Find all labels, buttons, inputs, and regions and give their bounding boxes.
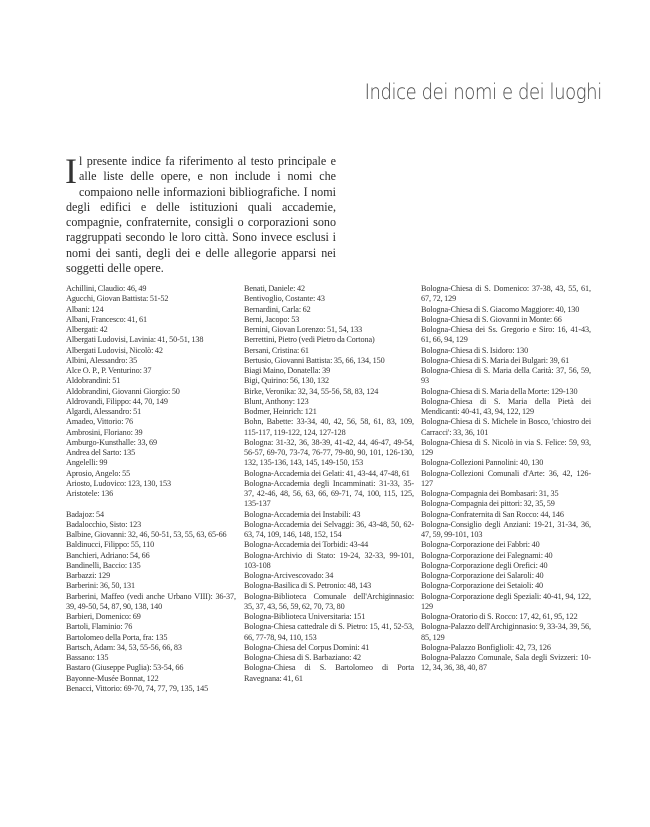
index-entry: Bentivoglio, Costante: 43	[244, 294, 325, 304]
index-entry: Bologna-Palazzo dell'Archiginnasio: 9, 33-34, 39, 56, 85, 129	[421, 622, 591, 642]
index-entry: Aprosio, Angelo: 55	[66, 468, 131, 478]
index-entry: Albani: 124	[66, 304, 104, 314]
index-entry: Bologna: 31-32, 36, 38-39, 41-42, 44, 46-47, 49-54, 56-57, 69-70, 73-74, 76-77, 79-80, 90, 101, 126-130, 132, 135-136, 143, 145, 149-150, 153	[244, 437, 414, 468]
index-entry: Agucchi, Giovan Battista: 51-52	[66, 294, 169, 304]
index-entry: Berni, Jacopo: 53	[244, 314, 300, 324]
index-entry: Albani, Francesco: 41, 61	[66, 314, 147, 324]
index-entry: Albergati Ludovisi, Lavinia: 41, 50-51, 138	[66, 335, 204, 345]
index-entry: Barberini, Maffeo (vedi anche Urbano VIII): 36-37, 39, 49-50, 54, 87, 90, 138, 140	[66, 591, 236, 611]
index-entry: Angelelli: 99	[66, 458, 108, 468]
index-entry: Bartoli, Flaminio: 76	[66, 622, 133, 632]
index-entry: Bologna-Chiesa di S. Nicolò in via S. Felice: 59, 93, 129	[421, 437, 591, 457]
index-entry: Baldinucci, Filippo: 55, 110	[66, 540, 155, 550]
index-entry: Ambrosini, Floriano: 39	[66, 427, 143, 437]
index-entry: Biagi Maino, Donatella: 39	[244, 366, 331, 375]
index-entry: Bologna-Accademia degli Incamminati: 31-33, 35-37, 42-46, 48, 56, 63, 66, 69-71, 74, 100, 115, 125, 135-137	[244, 478, 414, 509]
index-entry: Bologna-Palazzo Bonfiglioli: 42, 73, 126	[421, 642, 551, 652]
index-entry: Ariosto, Ludovico: 123, 130, 153	[66, 478, 171, 488]
index-column-1	[66, 284, 236, 694]
index-entry: Bologna-Compagnia dei Bombasari: 31, 35	[421, 489, 559, 498]
index-entry: Banchieri, Adriano: 54, 66	[66, 550, 150, 560]
index-entry: Albergati Ludovisi, Nicolò: 42	[66, 345, 163, 355]
index-entry: Bologna-Basilica di S. Petronio: 48, 143	[244, 581, 372, 591]
index-entry: Bologna-Biblioteca Universitaria: 151	[244, 612, 366, 621]
index-entry: Aldobrandini: 51	[66, 376, 121, 386]
index-entry: Bologna-Compagnia dei pittori: 32, 35, 59	[421, 499, 555, 509]
index-entry: Bassano: 135	[66, 653, 109, 662]
index-entry: Benacci, Vittorio: 69-70, 74, 77, 79, 135, 145	[66, 683, 209, 693]
index-entry: Bernardini, Carla: 62	[244, 304, 311, 314]
index-entry: Bologna-Chiesa di S. Isidoro: 130	[421, 345, 529, 355]
index-column-3	[421, 284, 591, 674]
index-entry: Bologna-Palazzo Comunale, Sala degli Svizzeri: 10-12, 34, 36, 38, 40, 87	[421, 653, 591, 673]
index-entry: Bologna-Chiesa di S. Maria della Pietà dei Mendicanti: 40-41, 43, 94, 122, 129	[421, 396, 591, 416]
index-entry: Badajoz: 54	[66, 509, 104, 519]
index-entry: Bologna-Biblioteca Comunale dell'Archiginnasio: 35, 37, 43, 56, 59, 62, 70, 73, 80	[244, 591, 414, 611]
index-entry: Bartsch, Adam: 34, 53, 55-56, 66, 83	[66, 642, 182, 652]
index-entry: Bologna-Chiesa di S. Maria della Morte: 129-130	[421, 386, 578, 396]
index-entry: Bologna-Corporazione dei Salaroli: 40	[421, 571, 544, 580]
index-entry: Albini, Alessandro: 35	[66, 355, 138, 365]
index-entry: Bologna-Collezioni Pannolini: 40, 130	[421, 458, 544, 468]
index-entry: Bologna-Corporazione degli Speziali: 40-41, 94, 122, 129	[421, 591, 591, 611]
index-entry: Bologna-Chiesa di S. Maria dei Bulgari: 39, 61	[421, 355, 570, 365]
index-entry: Bologna-Collezioni Comunali d'Arte: 36, 42, 126-127	[421, 468, 591, 488]
index-entry: Aldrovandi, Filippo: 44, 70, 149	[66, 396, 168, 406]
index-entry: Aristotele: 136	[66, 489, 114, 498]
index-entry: Bayonne-Musée Bonnat, 122	[66, 673, 159, 683]
index-entry: Bologna-Chiesa di S. Maria della Carità: 37, 56, 59, 93	[421, 366, 591, 386]
index-entry: Bologna-Chiesa di S. Bartolomeo di Porta Ravegnana: 41, 61	[244, 663, 414, 683]
index-entry: Barbazzi: 129	[66, 571, 111, 580]
index-entry: Bertusio, Giovanni Battista: 35, 66, 134, 150	[244, 355, 385, 365]
page-title: Indice dei nomi e dei luoghi	[364, 80, 602, 104]
index-entry: Aldobrandini, Giovanni Giorgio: 50	[66, 386, 180, 396]
index-entry: Bologna-Confraternita di San Rocco: 44, 146	[421, 509, 564, 519]
index-entry: Albergati: 42	[66, 325, 108, 334]
index-entry: Blunt, Anthony: 123	[244, 396, 309, 406]
index-entry: Bartolomeo della Porta, fra: 135	[66, 632, 168, 642]
index-entry: Andrea del Sarto: 135	[66, 448, 136, 457]
index-entry: Bigi, Quirino: 56, 130, 132	[244, 376, 330, 386]
intro-paragraph: Il presente indice fa riferimento al testo principale e alle liste delle opere, e non include i nomi che compaiono nelle informazioni bibliografiche. I nomi degli edifici e delle istituzioni quali accademie, compagnie, confraternite, consigli o corporazioni sono raggruppati secondo le loro città. Sono invece esclusi i nomi dei santi, degli dei e delle allegorie apparsi nei soggetti delle opere.	[65, 151, 336, 276]
index-entry: Bologna-Consiglio degli Anziani: 19-21, 31-34, 36, 47, 59, 99-101, 103	[421, 519, 591, 539]
index-entry: Bologna-Archivio di Stato: 19-24, 32-33, 99-101, 103-108	[244, 550, 414, 570]
index-entry: Balbine, Giovanni: 32, 46, 50-51, 53, 55, 63, 65-66	[66, 530, 227, 539]
index-entry: Bernini, Giovan Lorenzo: 51, 54, 133	[244, 325, 363, 334]
index-entry: Bologna-Arcivescovado: 34	[244, 571, 334, 580]
index-entry: Bologna-Accademia dei Instabili: 43	[244, 509, 361, 519]
index-entry: Bologna-Accademia dei Selvaggi: 36, 43-48, 50, 62-63, 74, 109, 146, 148, 152, 154	[244, 519, 414, 539]
index-entry: Bologna-Chiesa di S. Giovanni in Monte: 66	[421, 314, 562, 324]
section-gap	[66, 499, 236, 509]
index-column-2	[244, 284, 414, 684]
index-entry: Achillini, Claudio: 46, 49	[66, 284, 147, 293]
index-entry: Bologna-Accademia dei Gelati: 41, 43-44, 47-48, 61	[244, 468, 410, 478]
index-entry: Bandinelli, Baccio: 135	[66, 560, 141, 570]
index-entry: Bohn, Babette: 33-34, 40, 42, 56, 58, 61, 83, 109, 115-117, 119-122, 124, 127-128	[244, 417, 414, 437]
index-entry: Bersani, Cristina: 61	[244, 345, 309, 355]
index-entry: Badalocchio, Sisto: 123	[66, 519, 142, 529]
index-entry: Birke, Veronika: 32, 34, 55-56, 58, 83, 124	[244, 386, 379, 396]
index-entry: Benati, Daniele: 42	[244, 284, 305, 293]
index-entry: Bologna-Chiesa di S. Giacomo Maggiore: 40, 130	[421, 304, 580, 314]
index-entry: Algardi, Alessandro: 51	[66, 407, 142, 416]
index-entry: Barberini: 36, 50, 131	[66, 581, 135, 591]
index-entry: Amadeo, Vittorio: 76	[66, 417, 134, 427]
index-entry: Bodmer, Heinrich: 121	[244, 407, 317, 416]
index-entry: Bologna-Chiesa dei Ss. Gregorio e Siro: 16, 41-43, 61, 66, 94, 129	[421, 325, 591, 345]
index-entry: Bologna-Corporazione dei Fabbri: 40	[421, 540, 540, 550]
index-entry: Amburgo-Kunsthalle: 33, 69	[66, 437, 158, 447]
index-entry: Bologna-Oratorio di S. Rocco: 17, 42, 61, 95, 122	[421, 612, 578, 621]
index-entry: Bologna-Chiesa cattedrale di S. Pietro: 15, 41, 52-53, 66, 77-78, 94, 110, 153	[244, 622, 414, 642]
index-entry: Bologna-Chiesa del Corpus Domini: 41	[244, 642, 370, 652]
index-entry: Barbieri, Domenico: 69	[66, 612, 141, 621]
index-entry: Alce O. P., P. Venturino: 37	[66, 366, 152, 375]
index-entry: Berrettini, Pietro (vedi Pietro da Cortona)	[244, 335, 375, 345]
index-entry: Bologna-Corporazione dei Falegnami: 40	[421, 550, 553, 560]
index-entry: Bastaro (Giuseppe Puglia): 53-54, 66	[66, 663, 184, 673]
index-entry: Bologna-Corporazione dei Setaioli: 40	[421, 581, 544, 591]
index-entry: Bologna-Chiesa di S. Domenico: 37-38, 43, 55, 61, 67, 72, 129	[421, 284, 591, 304]
index-entry: Bologna-Chiesa di S. Michele in Bosco, 'chiostro dei Carracci': 33, 36, 101	[421, 417, 591, 437]
index-entry: Bologna-Corporazione degli Orefici: 40	[421, 560, 548, 570]
index-entry: Bologna-Chiesa di S. Barbaziano: 42	[244, 653, 361, 662]
index-entry: Bologna-Accademia dei Torbidi: 43-44	[244, 540, 369, 550]
